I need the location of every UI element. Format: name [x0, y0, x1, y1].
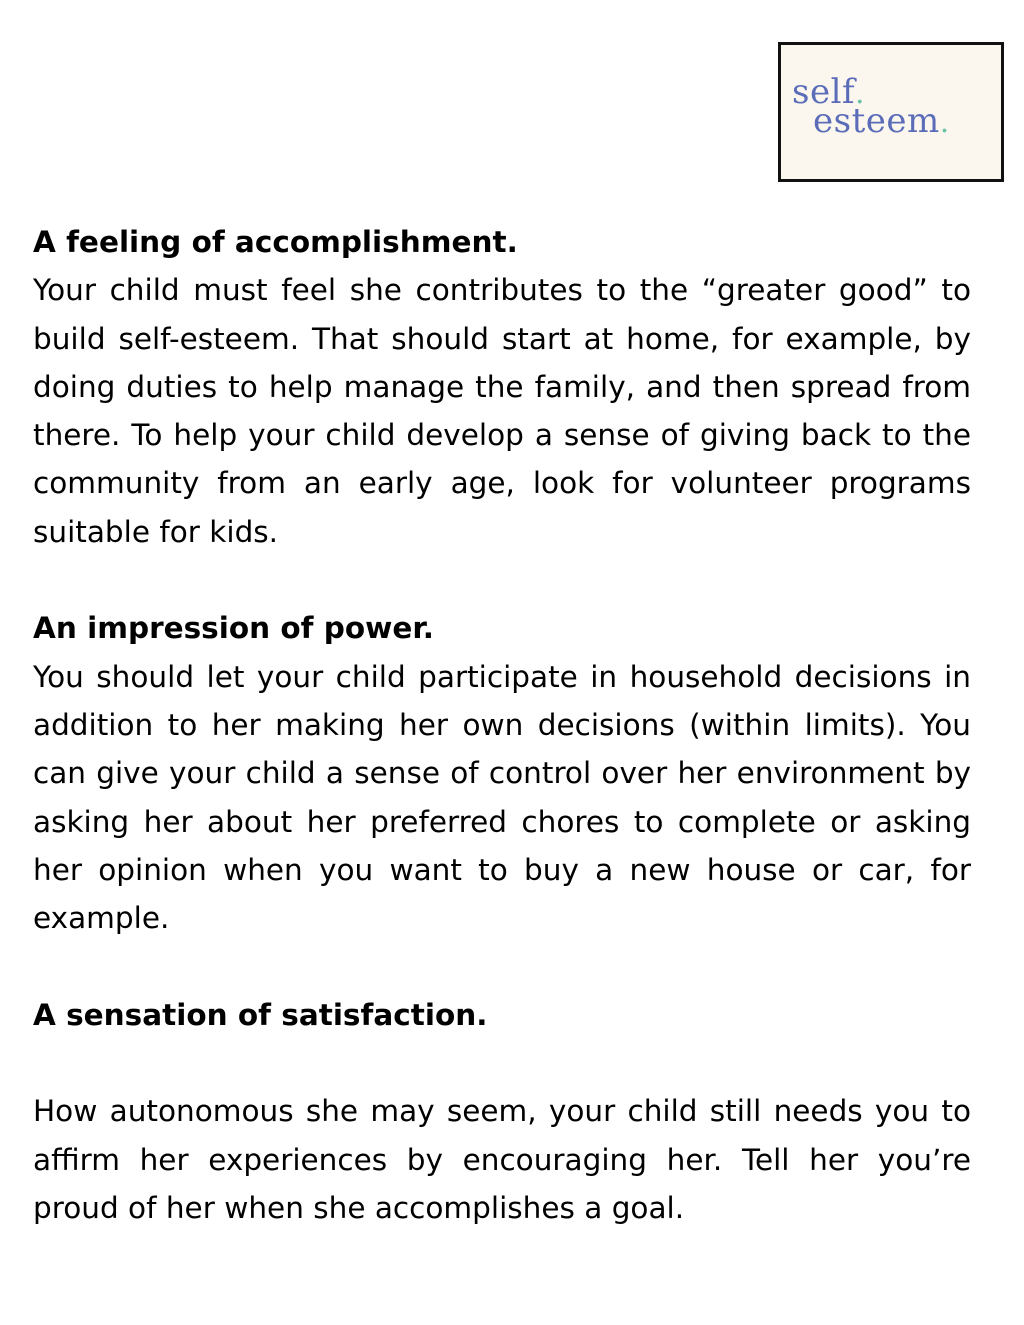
logo-text-self: self — [792, 72, 856, 112]
paragraph-spacer — [33, 1039, 971, 1087]
logo-word-esteem — [813, 101, 950, 141]
section-body-satisfaction: How autonomous she may seem, your child still needs you to affirm her experiences by encouraging her. Tell her you’re proud of her when she accomplishes a goal. — [33, 1094, 971, 1225]
logo-text-esteem: esteem — [813, 101, 940, 141]
logo-dot: . — [939, 105, 950, 140]
logo-dot: . — [855, 76, 866, 111]
brand-logo — [778, 42, 1004, 182]
article-body — [33, 218, 971, 1232]
section-heading-power: An impression of power. — [33, 611, 434, 646]
section-heading-satisfaction: A sensation of satisfaction. — [33, 997, 488, 1032]
section-body-power: You should let your child participate in household decisions in addition to her making her own decisions (within limits). You can give your child a sense of control over her environment by asking her about her preferred chores to complete or asking her opinion when you want to buy a new house or car, for example. — [33, 659, 971, 936]
paragraph-spacer — [33, 942, 971, 990]
section-heading-accomplishment: A feeling of accomplishment. — [33, 225, 518, 259]
section-body-accomplishment: Your child must feel she contributes to the “greater good” to build self-esteem. That should start at home, for example, by doing duties to help manage the family, and then spread from there. To help your child develop a sense of giving back to the community from an early age, look for volunteer programs suitable for kids. — [33, 273, 971, 549]
paragraph-spacer — [33, 556, 971, 604]
